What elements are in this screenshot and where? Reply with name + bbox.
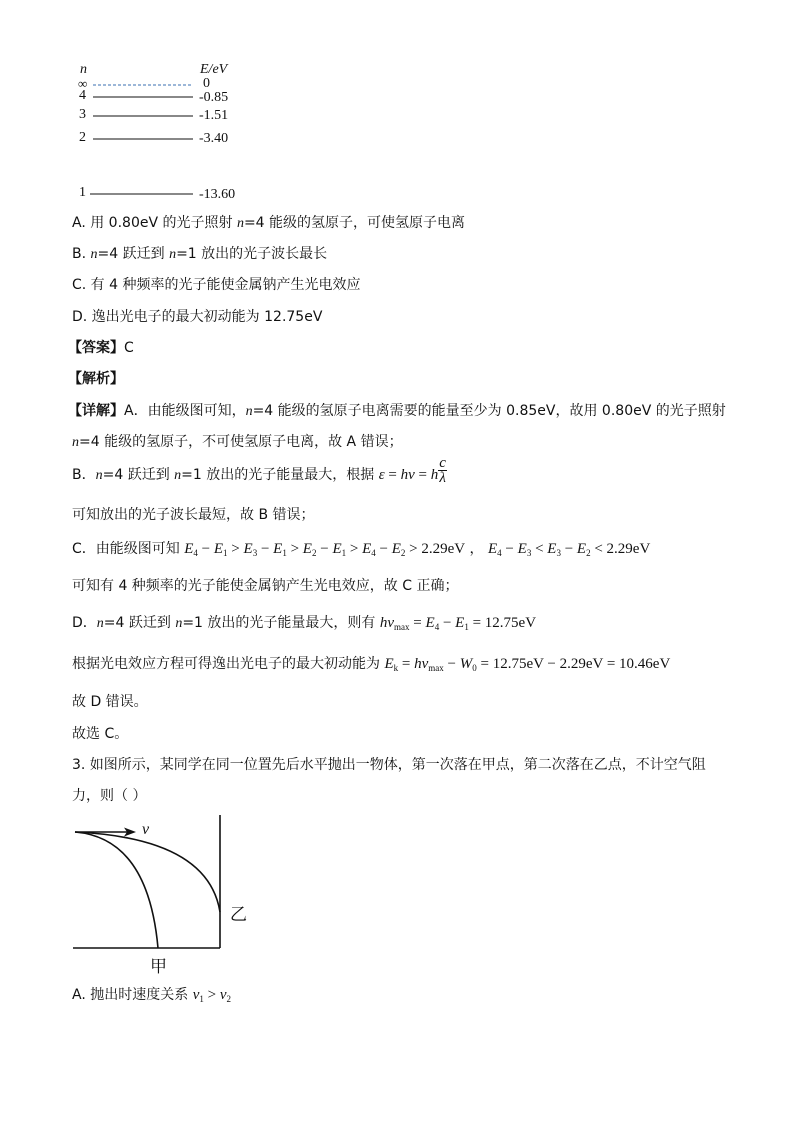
answer-label: 【答案】 bbox=[68, 340, 124, 356]
detail-line-7: D．n=4 跃迁到 n=1 放出的光子能量最大，则有 $h\nu_{max} = E_4 - E_1 = 12.75eV$ bbox=[72, 615, 537, 632]
detail-line-8: 根据光电效应方程可得逸出光电子的最大初动能为 $E_k = h\nu_{max} - W_0 = 12.75eV - 2.29eV = 10.46eV$ bbox=[72, 656, 671, 673]
detail-line-5: C．由能级图可知 $E_4 - E_1 > E_3 - E_1 > E_2 - E_1 > E_4 - E_2 > 2.29eV$ ， $E_4 - E_3 < E_3 - E_2 < 2.29eV$ bbox=[72, 541, 651, 558]
answer-line bbox=[68, 339, 134, 357]
option-a: A. 用 0.80eV 的光子照射 n=4 能级的氢原子，可使氢原子电离 bbox=[72, 215, 466, 231]
level-n-2: 2 bbox=[79, 130, 86, 145]
answer-value: C bbox=[124, 340, 134, 356]
detail-line-1: 【详解】A．由能级图可知，n=4 能级的氢原子电离需要的能量至少为 0.85eV，故用 0.80eV 的光子照射 bbox=[68, 403, 726, 419]
level-e-1: -13.60 bbox=[199, 187, 236, 202]
option-c: C. 有 4 种频率的光子能使金属钠产生光电效应 bbox=[72, 277, 361, 293]
n-axis-header: n bbox=[80, 62, 87, 77]
energy-inequality-1: $E_4 - E_1 > E_3 - E_1 > E_2 - E_1 > E_4 - E_2 > 2.29eV$ bbox=[184, 541, 466, 558]
analysis-label: 【解析】 bbox=[68, 371, 124, 387]
energy-axis-header: E/eV bbox=[200, 62, 228, 77]
max-photon-energy-formula: $h\nu_{max} = E_4 - E_1 = 12.75eV$ bbox=[379, 615, 537, 632]
level-e-infinity: 0 bbox=[203, 76, 210, 91]
point-jia-label: 甲 bbox=[150, 957, 167, 977]
level-n-3: 3 bbox=[79, 107, 86, 122]
trajectory-jia bbox=[75, 832, 158, 948]
option-d: D. 逸出光电子的最大初动能为 12.75eV bbox=[72, 309, 323, 325]
level-e-2: -3.40 bbox=[199, 131, 229, 146]
velocity-label: v bbox=[142, 821, 150, 838]
projectile-figure bbox=[70, 812, 260, 972]
detail-line-2: n=4 能级的氢原子，不可使氢原子电离，故 A 错误； bbox=[72, 434, 403, 450]
q3-stem-line-2: 力，则（ ） bbox=[72, 788, 147, 804]
level-e-3: -1.51 bbox=[199, 108, 229, 123]
level-e-4: -0.85 bbox=[199, 90, 229, 105]
detail-line-3: B．n=4 跃迁到 n=1 放出的光子能量最大，根据 ε = hν = h $\frac{c}{\lambda}$ bbox=[72, 455, 446, 487]
detail-line-10: 故选 C。 bbox=[72, 726, 129, 742]
velocity-relation: $v_1 > v_2$ bbox=[192, 987, 231, 1004]
option-b: B. n=4 跃迁到 n=1 放出的光子波长最长 bbox=[72, 246, 328, 262]
point-yi-label: 乙 bbox=[230, 905, 247, 925]
photon-energy-formula: ε = hν = h $\frac{c}{\lambda}$ bbox=[378, 455, 446, 487]
energy-inequality-2: $E_4 - E_3 < E_3 - E_2 < 2.29eV$ bbox=[488, 541, 651, 558]
detail-line-4: 可知放出的光子波长最短，故 B 错误； bbox=[72, 507, 315, 523]
detail-line-9: 故 D 错误。 bbox=[72, 694, 148, 710]
detail-line-6: 可知有 4 种频率的光子能使金属钠产生光电效应，故 C 正确； bbox=[72, 578, 459, 594]
kinetic-energy-formula: $E_k = h\nu_{max} - W_0 = 12.75eV - 2.29eV = 10.46eV$ bbox=[384, 656, 671, 673]
level-n-infinity: ∞ bbox=[78, 76, 88, 91]
level-n-4: 4 bbox=[79, 88, 86, 103]
q3-stem-line-1: 3. 如图所示，某同学在同一位置先后水平抛出一物体，第一次落在甲点，第二次落在乙点，不计空气阻 bbox=[72, 757, 706, 773]
trajectory-yi bbox=[75, 832, 220, 912]
q3-option-a: A. 抛出时速度关系 $v_1 > v_2$ bbox=[72, 987, 231, 1004]
level-n-1: 1 bbox=[79, 185, 86, 200]
